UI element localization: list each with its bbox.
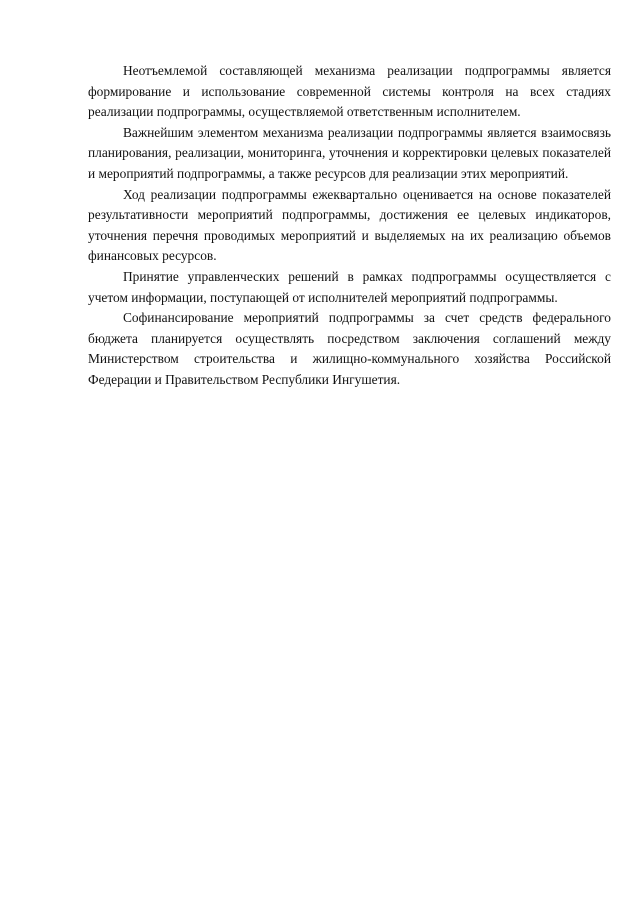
- paragraph-control-system: Неотъемлемой составляющей механизма реализации подпрограммы является формирование и использование современной системы контроля на всех стадиях реализации подпрограммы, осуществляемой ответственным исполнителем.: [88, 63, 611, 120]
- document-body: [88, 61, 611, 391]
- paragraph-management-decisions: Принятие управленческих решений в рамках подпрограммы осуществляется с учетом информации, поступающей от исполнителей мероприятий подпрограммы.: [88, 268, 611, 305]
- paragraph-key-element: Важнейшим элементом механизма реализации подпрограммы является взаимосвязь планирования, реализации, мониторинга, уточнения и корректировки целевых показателей и мероприятий подпрограммы, а также ресурсов для реализации этих мероприятий.: [88, 124, 611, 181]
- paragraph-cofinancing: Софинансирование мероприятий подпрограммы за счет средств федерального бюджета планируется осуществлять посредством заключения соглашений между Министерством строительства и жилищно-коммунального хозяйства Российской Федерации и Правительством Республики Ингушетия.: [88, 310, 611, 387]
- paragraph-quarterly-assessment: Ход реализации подпрограммы ежеквартально оценивается на основе показателей результативности мероприятий подпрограммы, достижения ее целевых индикаторов, уточнения перечня проводимых мероприятий и выделяемых на их реализацию объемов финансовых ресурсов.: [88, 186, 611, 264]
